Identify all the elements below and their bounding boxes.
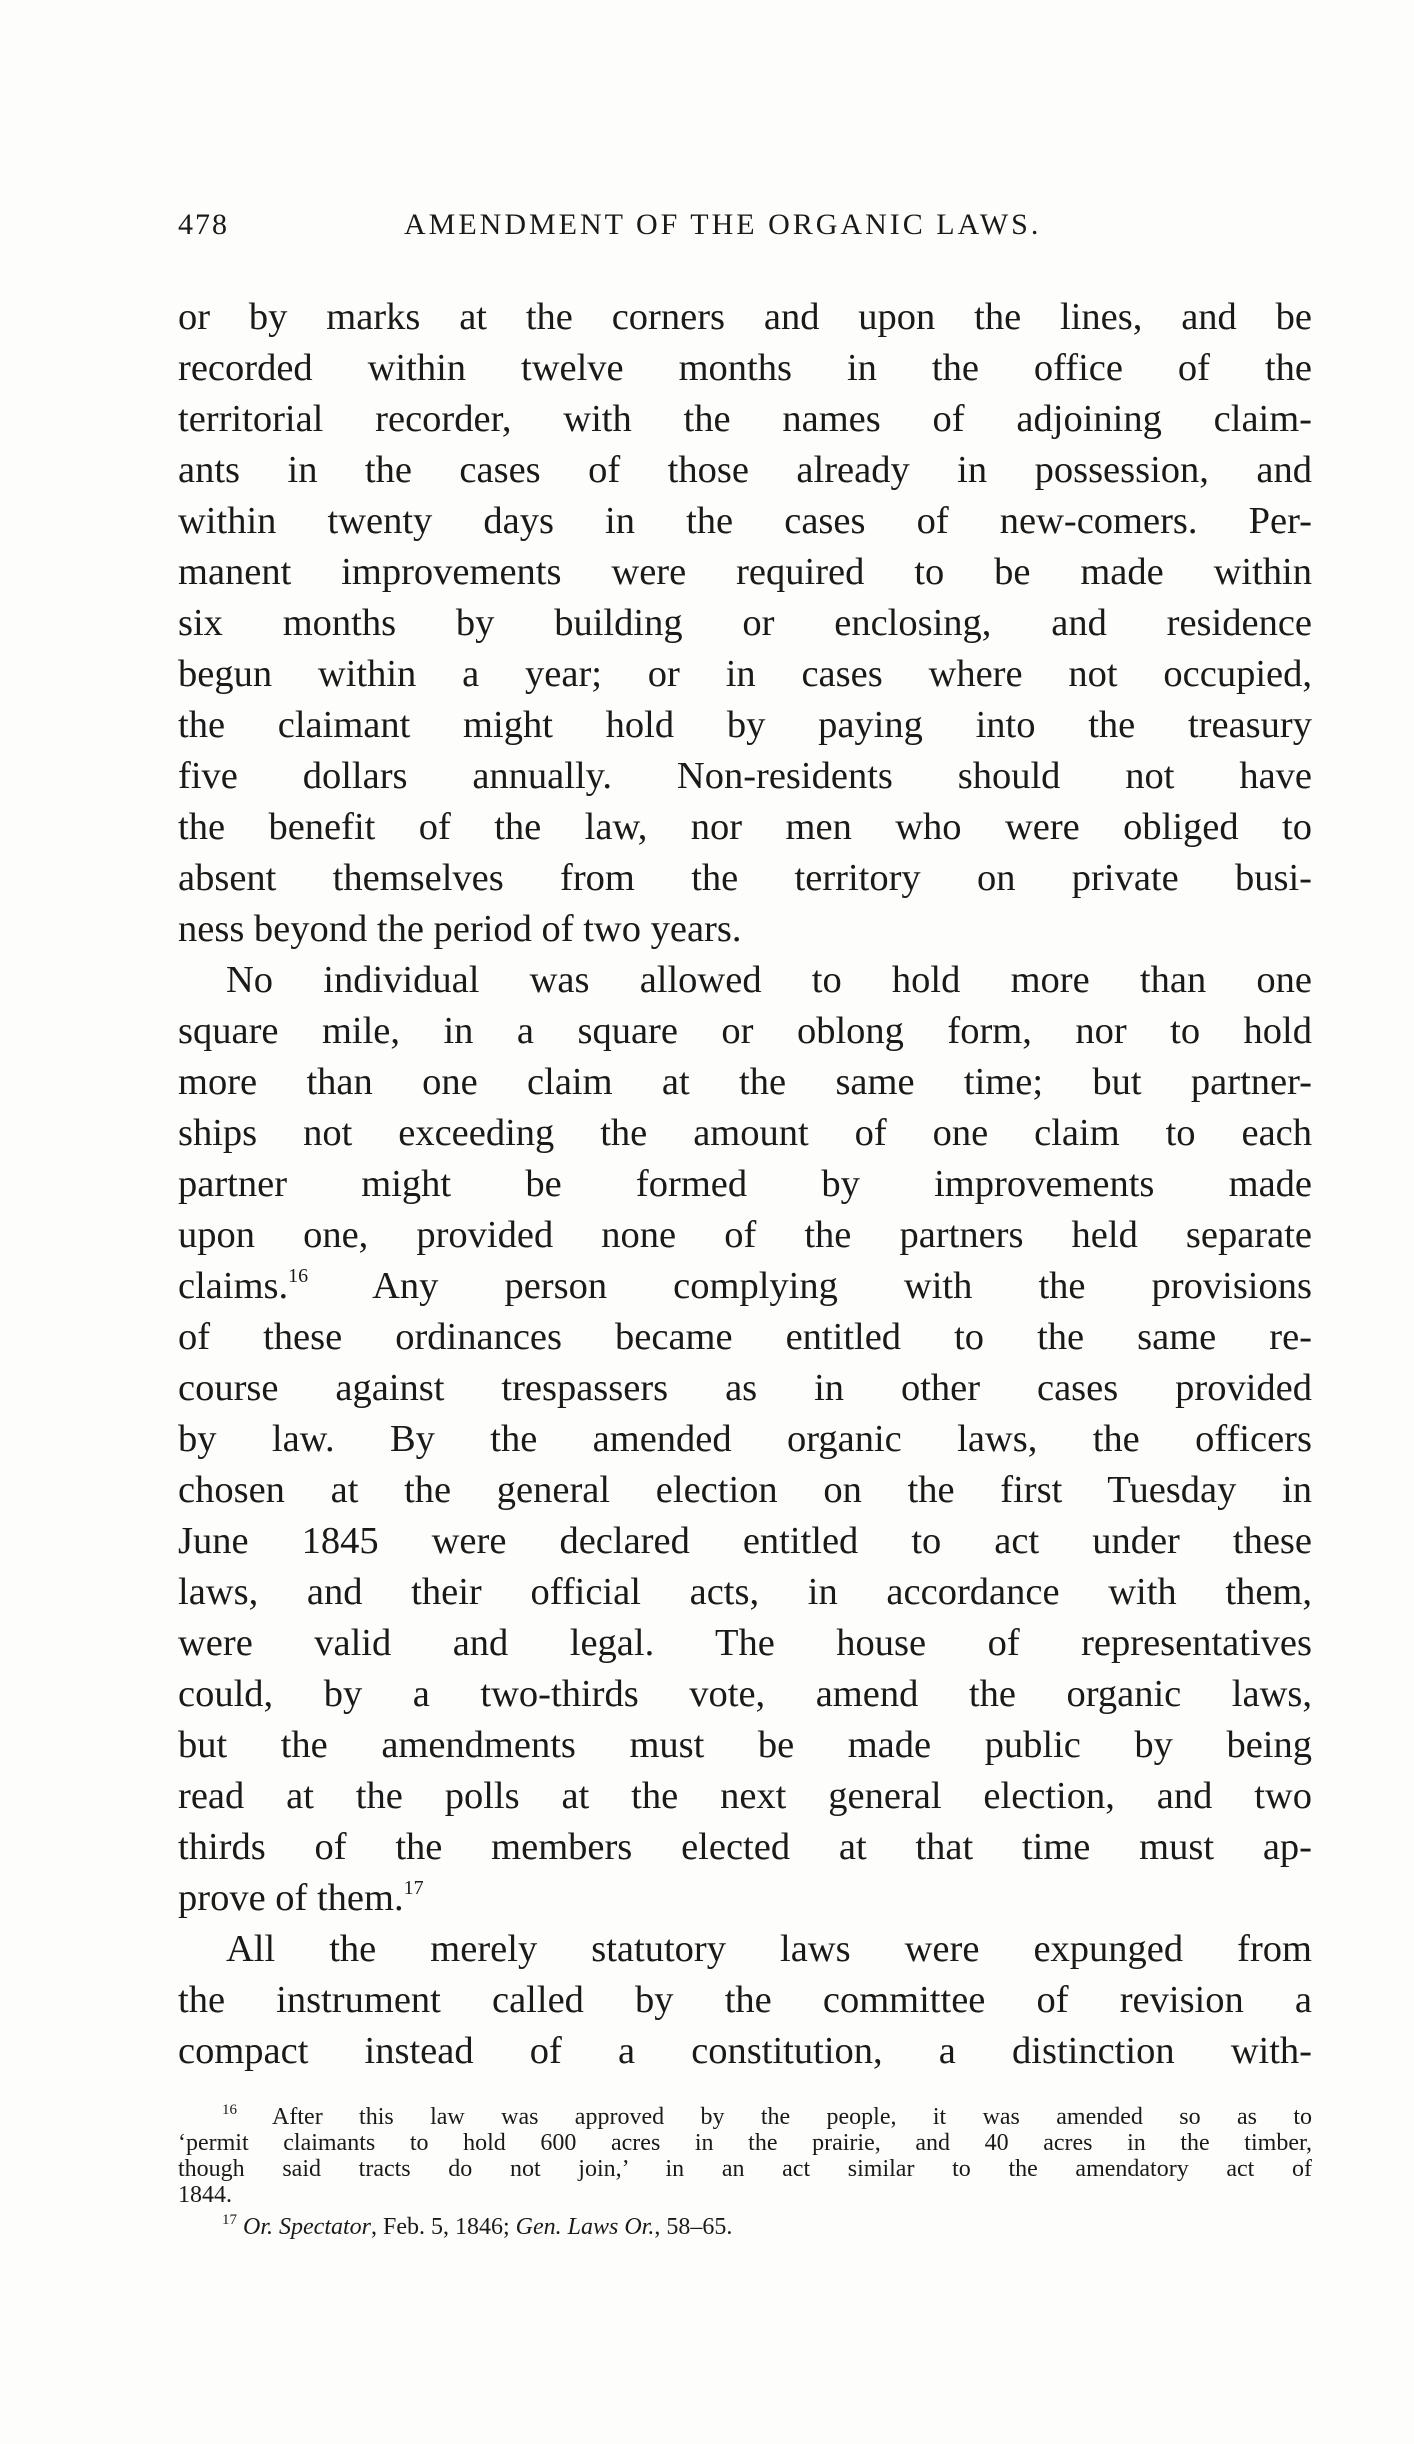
- footnote-17-source-1: Or. Spectator: [243, 2214, 371, 2240]
- body-line: June 1845 were declared entitled to act under these: [178, 1520, 1312, 1562]
- body-line: begun within a year; or in cases where not occupied,: [178, 653, 1312, 695]
- footnote-marker-17: 17: [222, 2212, 237, 2228]
- body-line: ness beyond the period of two years.: [178, 908, 742, 950]
- footnote-16-line: though said tracts do not join,’ in an act similar to the amendatory act of: [178, 2156, 1312, 2182]
- footnote-16-line: ‘permit claimants to hold 600 acres in the prairie, and 40 acres in the timber,: [178, 2130, 1312, 2156]
- body-line: or by marks at the corners and upon the lines, and be: [178, 296, 1312, 338]
- body-line: thirds of the members elected at that time must ap-: [178, 1826, 1312, 1868]
- footnote-16-line: 1844.: [178, 2182, 232, 2208]
- body-line: manent improvements were required to be made within: [178, 551, 1312, 593]
- body-line: five dollars annually. Non-residents should not have: [178, 755, 1312, 797]
- page-number: 478: [178, 208, 229, 241]
- body-line: ants in the cases of those already in possession, and: [178, 449, 1312, 491]
- running-head: [178, 208, 1310, 254]
- body-line: partner might be formed by improvements made: [178, 1163, 1312, 1205]
- body-line-text: Any person complying with the provisions: [308, 1265, 1312, 1307]
- body-line: recorded within twelve months in the office of the: [178, 347, 1312, 389]
- body-line: compact instead of a constitution, a distinction with-: [178, 2030, 1312, 2072]
- footnote-17-pages: , 58–65.: [654, 2214, 733, 2240]
- body-line: the claimant might hold by paying into the treasury: [178, 704, 1312, 746]
- body-line: could, by a two-thirds vote, amend the organic laws,: [178, 1673, 1312, 1715]
- paragraph-start-line: All the merely statutory laws were expunged from: [226, 1928, 1312, 1970]
- paragraph-start-line: No individual was allowed to hold more than one: [226, 959, 1312, 1001]
- body-line: by law. By the amended organic laws, the officers: [178, 1418, 1312, 1460]
- body-line: territorial recorder, with the names of adjoining claim-: [178, 398, 1312, 440]
- body-line: within twenty days in the cases of new-comers. Per-: [178, 500, 1312, 542]
- footnotes: [178, 2104, 1312, 2240]
- body-line: the instrument called by the committee of revision a: [178, 1979, 1312, 2021]
- body-line-with-footnote-ref: [178, 1261, 1312, 1312]
- footnote-17-source-2: Gen. Laws Or.: [515, 2214, 655, 2240]
- body-line: read at the polls at the next general election, and two: [178, 1775, 1312, 1817]
- body-line: the benefit of the law, nor men who were obliged to: [178, 806, 1312, 848]
- footnote-16-line: [178, 2104, 1312, 2130]
- body-line: were valid and legal. The house of representatives: [178, 1622, 1312, 1664]
- body-line: ships not exceeding the amount of one claim to each: [178, 1112, 1312, 1154]
- body-line-text: prove of them.: [178, 1877, 404, 1919]
- footnote-16-text: After this law was approved by the people, it was amended so as to: [272, 2104, 1312, 2130]
- footnote-ref-16[interactable]: 16: [288, 1265, 309, 1287]
- body-line: laws, and their official acts, in accordance with them,: [178, 1571, 1312, 1613]
- footnote-17-date: , Feb. 5, 1846;: [371, 2214, 516, 2240]
- body-line-text: claims.: [178, 1265, 289, 1307]
- footnote-marker-16: 16: [222, 2102, 237, 2118]
- body-line: chosen at the general election on the first Tuesday in: [178, 1469, 1312, 1511]
- body-line: six months by building or enclosing, and residence: [178, 602, 1312, 644]
- footnote-ref-17[interactable]: 17: [403, 1877, 424, 1899]
- body-line: upon one, provided none of the partners held separate: [178, 1214, 1312, 1256]
- body-line: square mile, in a square or oblong form, nor to hold: [178, 1010, 1312, 1052]
- body-line: course against trespassers as in other cases provided: [178, 1367, 1312, 1409]
- footnote-17-line: [178, 2214, 1312, 2240]
- running-head-title: AMENDMENT OF THE ORGANIC LAWS.: [404, 208, 1042, 241]
- body-line: absent themselves from the territory on private busi-: [178, 857, 1312, 899]
- body-line-with-footnote-ref: [178, 1873, 1312, 1924]
- body-line: but the amendments must be made public by being: [178, 1724, 1312, 1766]
- body-text: [178, 292, 1312, 2077]
- body-line: of these ordinances became entitled to the same re-: [178, 1316, 1312, 1358]
- body-line: more than one claim at the same time; but partner-: [178, 1061, 1312, 1103]
